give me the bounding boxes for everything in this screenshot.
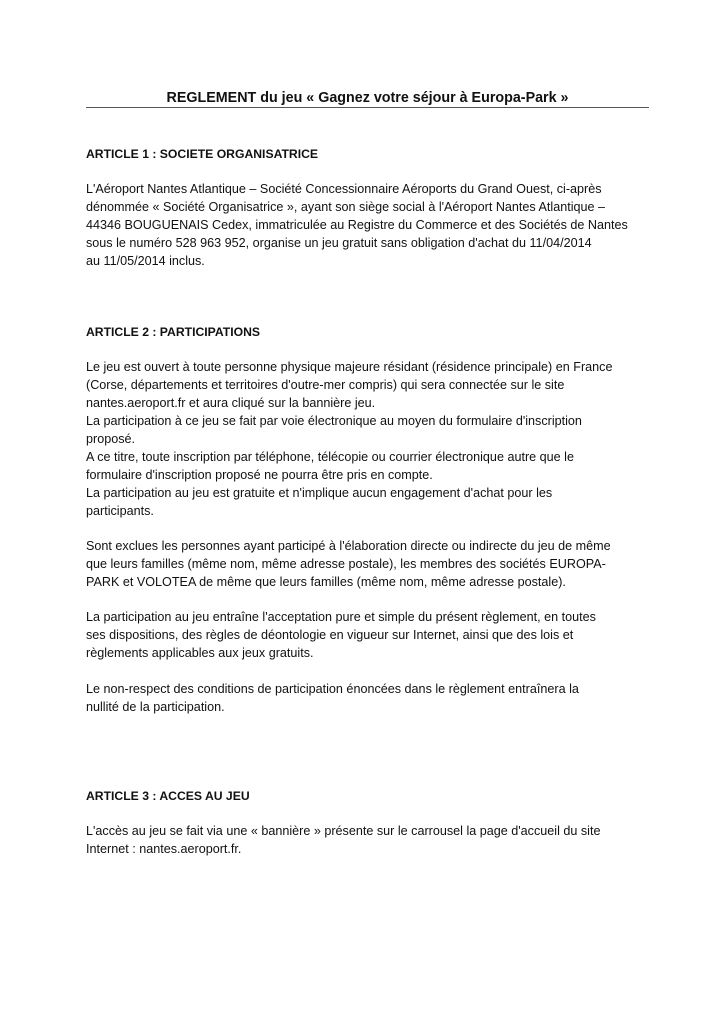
article-1-text-line: dénommée « Société Organisatrice », ayant son siège social à l'Aéroport Nantes Atlantique –	[86, 200, 606, 214]
article-2-text-line: nantes.aeroport.fr et aura cliqué sur la bannière jeu.	[86, 396, 376, 410]
article-2-text-line: que leurs familles (même nom, même adresse postale), les membres des sociétés EUROPA-	[86, 557, 606, 571]
article-2-text-line: participants.	[86, 504, 154, 518]
article-2-text-line: ses dispositions, des règles de déontologie en vigueur sur Internet, ainsi que des lois et	[86, 628, 574, 642]
article-3-text-line: Internet : nantes.aeroport.fr.	[86, 842, 242, 856]
article-2-text-line: formulaire d'inscription proposé ne pourra être pris en compte.	[86, 468, 433, 482]
article-2-heading: ARTICLE 2 : PARTICIPATIONS	[86, 325, 261, 339]
article-3-text-line: L'accès au jeu se fait via une « bannière » présente sur le carrousel la page d'accueil du site	[86, 824, 601, 838]
title-underline	[86, 107, 649, 108]
article-2-text-line: (Corse, départements et territoires d'outre-mer compris) qui sera connectée sur le site	[86, 378, 565, 392]
article-1-text-line: au 11/05/2014 inclus.	[86, 254, 205, 268]
article-2-text-line: La participation à ce jeu se fait par voie électronique au moyen du formulaire d'inscription	[86, 414, 582, 428]
article-2-text-line: A ce titre, toute inscription par téléphone, télécopie ou courrier électronique autre que le	[86, 450, 574, 464]
article-2-text-line: La participation au jeu est gratuite et n'implique aucun engagement d'achat pour les	[86, 486, 553, 500]
article-1-heading: ARTICLE 1 : SOCIETE ORGANISATRICE	[86, 147, 319, 161]
document-title: REGLEMENT du jeu « Gagnez votre séjour à Europa-Park »	[166, 90, 569, 106]
article-2-text-line: proposé.	[86, 432, 136, 446]
article-1-text-line: sous le numéro 528 963 952, organise un jeu gratuit sans obligation d'achat du 11/04/2014	[86, 236, 592, 250]
article-2-text-line: Sont exclues les personnes ayant participé à l'élaboration directe ou indirecte du jeu de même	[86, 539, 611, 553]
article-2-text-line: règlements applicables aux jeux gratuits.	[86, 646, 314, 660]
article-2-text-line: La participation au jeu entraîne l'acceptation pure et simple du présent règlement, en toutes	[86, 610, 596, 624]
article-2-text-line: Le jeu est ouvert à toute personne physique majeure résidant (résidence principale) en France	[86, 360, 613, 374]
article-3-heading: ARTICLE 3 : ACCES AU JEU	[86, 789, 250, 803]
article-2-text-line: nullité de la participation.	[86, 700, 225, 714]
article-1-text-line: L'Aéroport Nantes Atlantique – Société Concessionnaire Aéroports du Grand Ouest, ci-après	[86, 182, 602, 196]
article-1-text-line: 44346 BOUGUENAIS Cedex, immatriculée au Registre du Commerce et des Sociétés de Nantes	[86, 218, 628, 232]
article-2-text-line: PARK et VOLOTEA de même que leurs familles (même nom, même adresse postale).	[86, 575, 566, 589]
article-2-text-line: Le non-respect des conditions de participation énoncées dans le règlement entraînera la	[86, 682, 579, 696]
